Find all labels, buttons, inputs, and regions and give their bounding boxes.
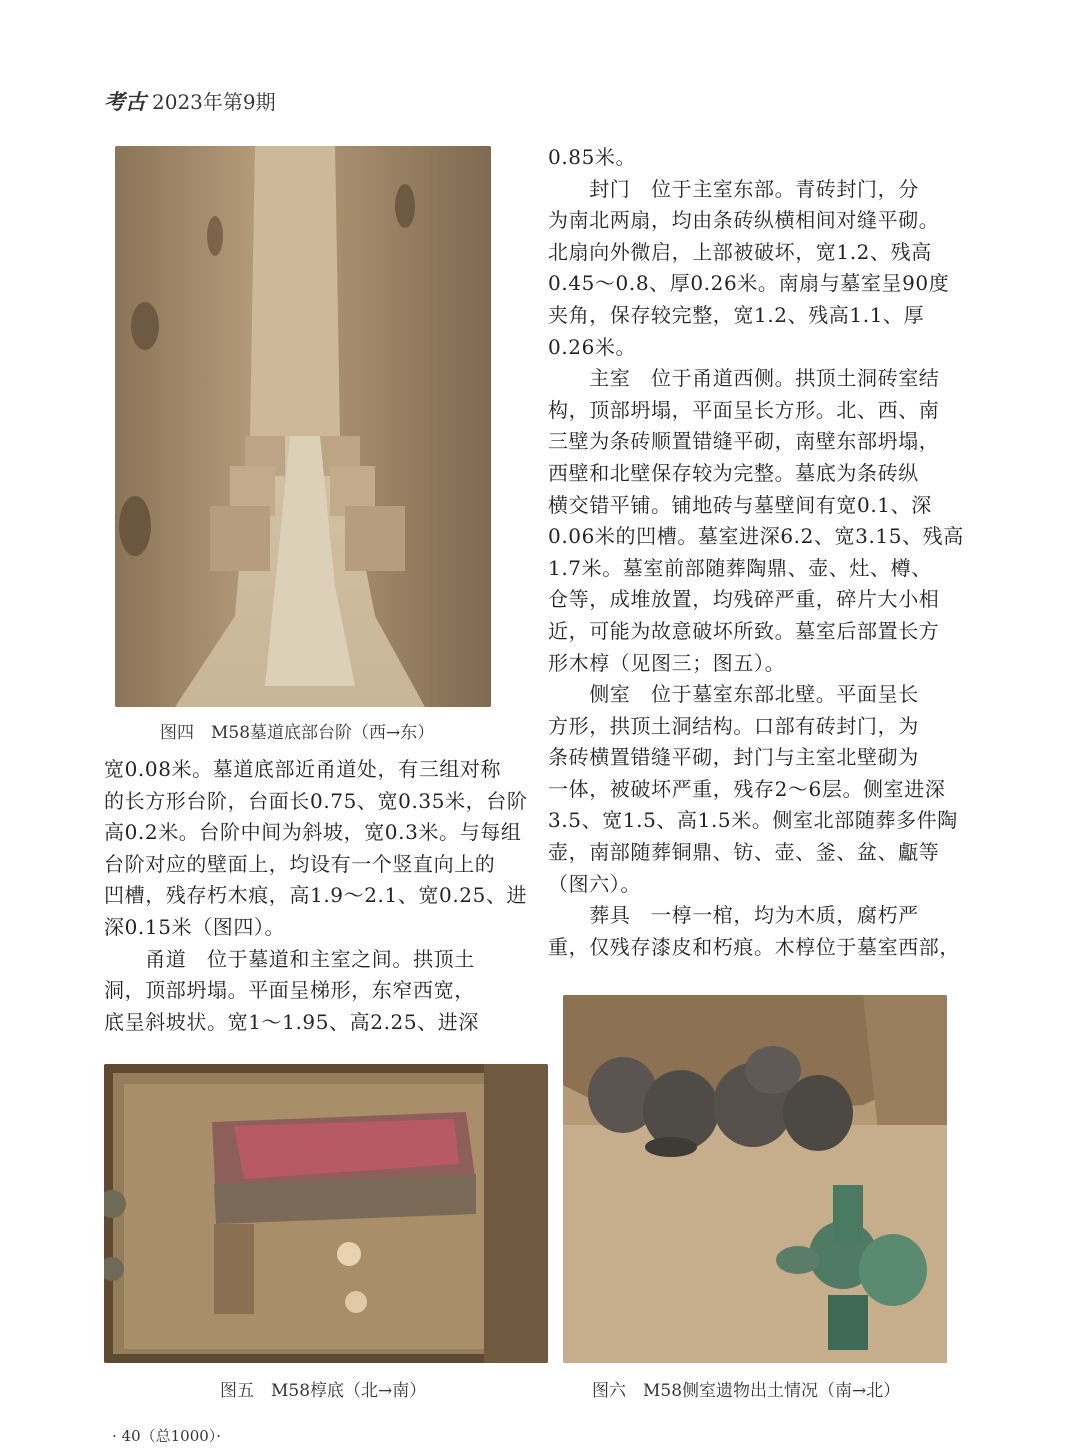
text-line: 洞，顶部坍塌。平面呈梯形，东窄西宽， xyxy=(104,978,475,1003)
text-line: 壶，南部随葬铜鼎、钫、壶、釜、盆、甗等 xyxy=(548,840,940,865)
text-line: 深0.15米（图四）。 xyxy=(104,914,286,939)
left-column-text xyxy=(104,754,528,1038)
figure-6-caption: 图六 M58侧室遗物出土情况（南→北） xyxy=(592,1381,901,1401)
text-line: 0.06米的凹槽。墓室进深6.2、宽3.15、残高 xyxy=(548,524,964,549)
text-line: 1.7米。墓室前部随葬陶鼎、壶、灶、樽、 xyxy=(548,555,932,580)
journal-logo: 考古 xyxy=(104,89,146,114)
text-line: 底呈斜坡状。宽1～1.95、高2.25、进深 xyxy=(104,1009,479,1034)
text-line: （图六）。 xyxy=(548,871,641,896)
text-line: 侧室 位于墓室东部北壁。平面呈长 xyxy=(548,682,919,707)
issue-label: 2023年第9期 xyxy=(152,90,276,114)
text-line: 的长方形台阶，台面长0.75、宽0.35米，台阶 xyxy=(104,788,528,813)
text-line: 0.26米。 xyxy=(548,334,637,359)
text-line: 凹槽，残存朽木痕，高1.9～2.1、宽0.25、进 xyxy=(104,883,528,908)
text-line: 条砖横置错缝平砌，封门与主室北壁砌为 xyxy=(548,745,919,770)
figure-6-photo xyxy=(563,995,947,1363)
text-line: 为南北两扇，均由条砖纵横相间对缝平砌。 xyxy=(548,208,940,233)
text-line: 夹角，保存较完整，宽1.2、残高1.1、厚 xyxy=(548,302,925,327)
text-line: 3.5、宽1.5、高1.5米。侧室北部随葬多件陶 xyxy=(548,808,958,833)
text-line: 构，顶部坍塌，平面呈长方形。北、西、南 xyxy=(548,397,940,422)
text-line: 封门 位于主室东部。青砖封门，分 xyxy=(548,176,919,201)
text-line: 甬道 位于墓道和主室之间。拱顶土 xyxy=(104,946,475,971)
text-line: 葬具 一椁一棺，均为木质，腐朽严 xyxy=(548,903,919,928)
text-line: 台阶对应的壁面上，均设有一个竖直向上的 xyxy=(104,851,496,876)
text-line: 0.85米。 xyxy=(548,145,637,169)
figure-5-caption: 图五 M58椁底（北→南） xyxy=(220,1381,427,1401)
text-line: 仓等，成堆放置，均残碎严重，碎片大小相 xyxy=(548,587,940,612)
text-line: 主室 位于甬道西侧。拱顶土洞砖室结 xyxy=(548,366,940,391)
text-line: 重，仅残存漆皮和朽痕。木椁位于墓室西部， xyxy=(548,934,960,959)
figure-4-photo xyxy=(115,146,491,707)
text-line: 高0.2米。台阶中间为斜坡，宽0.3米。与每组 xyxy=(104,820,522,845)
right-column-text xyxy=(548,142,964,963)
text-line: 近，可能为故意破坏所致。墓室后部置长方 xyxy=(548,618,940,643)
text-line: 形木椁（见图三；图五）。 xyxy=(548,650,786,675)
text-line: 宽0.08米。墓道底部近甬道处，有三组对称 xyxy=(104,757,502,781)
figure-4-caption: 图四 M58墓道底部台阶（西→东） xyxy=(160,723,435,743)
text-line: 北扇向外微启，上部被破坏，宽1.2、残高 xyxy=(548,239,932,264)
text-line: 一体，被破坏严重，残存2～6层。侧室进深 xyxy=(548,776,946,801)
text-line: 0.45～0.8、厚0.26米。南扇与墓室呈90度 xyxy=(548,271,950,296)
page-number: · 40（总1000）· xyxy=(112,1427,222,1445)
text-line: 西壁和北壁保存较为完整。墓底为条砖纵 xyxy=(548,460,919,485)
text-line: 三壁为条砖顺置错缝平砌，南壁东部坍塌， xyxy=(548,429,940,454)
text-line: 方形，拱顶土洞结构。口部有砖封门，为 xyxy=(548,713,919,738)
running-header xyxy=(104,86,276,116)
text-line: 横交错平铺。铺地砖与墓壁间有宽0.1、深 xyxy=(548,492,932,517)
figure-5-photo xyxy=(104,1064,548,1363)
